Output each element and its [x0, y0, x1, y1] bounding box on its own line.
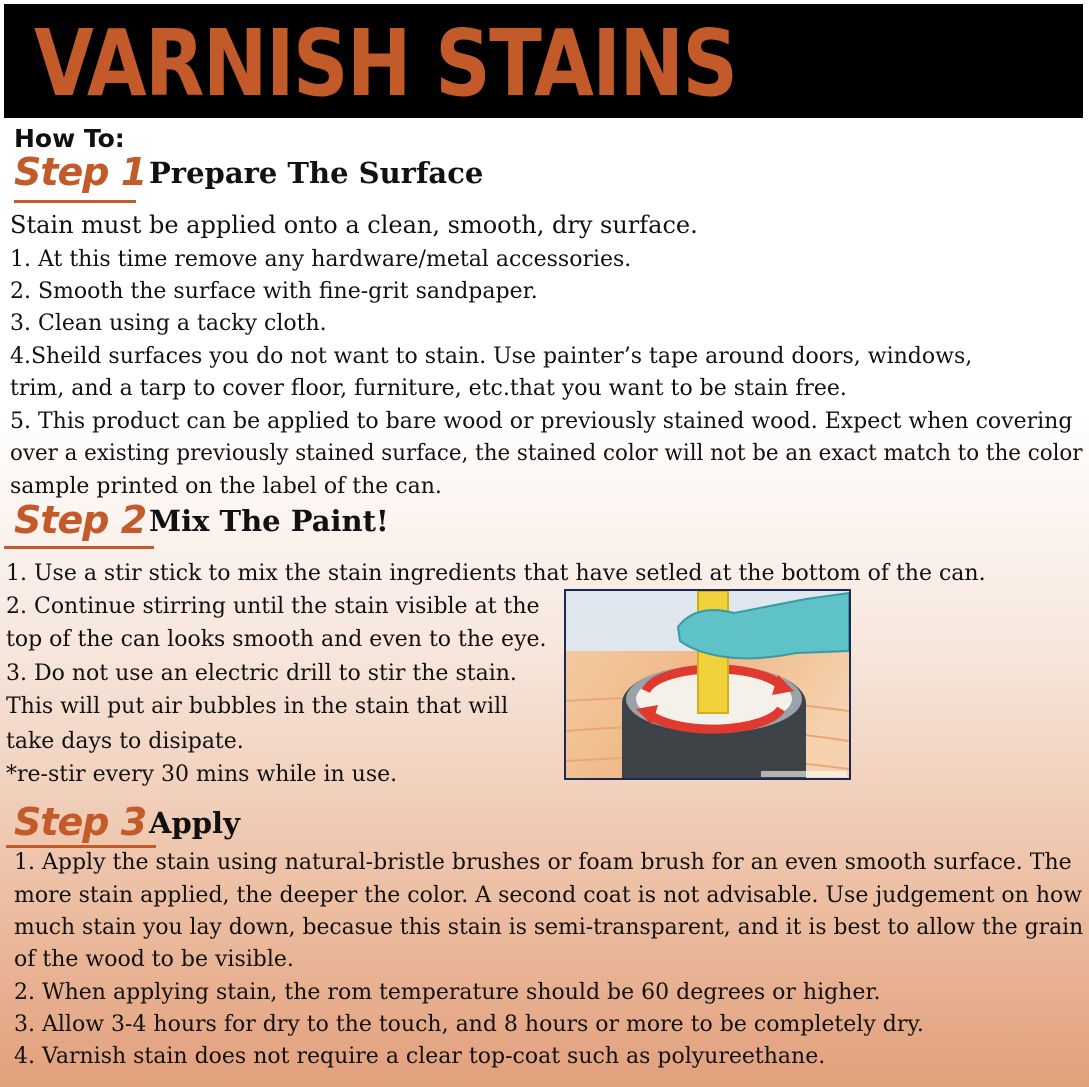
step-3-underline [6, 845, 156, 848]
title-banner [4, 4, 1083, 118]
stirring-illustration [564, 589, 851, 780]
step-3-line: more stain applied, the deeper the color. A second coat is not advisable. Use judgement on how [14, 883, 1083, 908]
step-1-line: 4.Sheild surfaces you do not want to stain. Use painter’s tape around doors, windows, [10, 344, 973, 369]
step-1-line: 1. At this time remove any hardware/metal accessories. [10, 247, 632, 272]
step-1-underline [14, 200, 136, 203]
step-2-line: *re-stir every 30 mins while in use. [6, 762, 398, 787]
step-2-line: 3. Do not use an electric drill to stir the stain. [6, 661, 517, 686]
step-1-intro: Stain must be applied onto a clean, smooth, dry surface. [10, 211, 698, 239]
step-3-line: 1. Apply the stain using natural-bristle brushes or foam brush for an even smooth surface. The [14, 850, 1072, 875]
step-1-line: 2. Smooth the surface with fine-grit sandpaper. [10, 279, 538, 304]
step-2-underline [4, 546, 154, 549]
step-2-line: 2. Continue stirring until the stain visible at the [6, 594, 540, 619]
step-1-line: trim, and a tarp to cover floor, furniture, etc.that you want to be stain free. [10, 376, 847, 401]
step-3-line: 3. Allow 3-4 hours for dry to the touch, and 8 hours or more to be completely dry. [14, 1012, 924, 1037]
step-1-title: Prepare The Surface [149, 156, 484, 190]
stir-can-illustration [566, 591, 849, 778]
step-3-line: much stain you lay down, becasue this stain is semi-transparent, and it is best to allow the grain [14, 915, 1084, 940]
step-3-line: of the wood to be visible. [14, 947, 294, 972]
step-2-line: top of the can looks smooth and even to the eye. [6, 627, 547, 652]
step-1-line: 5. This product can be applied to bare wood or previously stained wood. Expect when covering [10, 409, 1073, 434]
step-1-label: Step 1 [14, 150, 147, 194]
step-2-line: take days to disipate. [6, 729, 244, 754]
step-3-title: Apply [149, 806, 240, 840]
step-3-line: 4. Varnish stain does not require a clear top-coat such as polyureethane. [14, 1044, 826, 1069]
step-1-line: 3. Clean using a tacky cloth. [10, 311, 327, 336]
how-to-heading: How To: [14, 124, 125, 153]
step-2-line: 1. Use a stir stick to mix the stain ingredients that have setled at the bottom of the can. [6, 561, 986, 586]
step-3-line: 2. When applying stain, the rom temperature should be 60 degrees or higher. [14, 980, 881, 1005]
page-title: VARNISH STAINS [34, 10, 737, 117]
step-1-line: sample printed on the label of the can. [10, 474, 442, 499]
step-2-label: Step 2 [14, 498, 147, 542]
step-2-line: This will put air bubbles in the stain that will [6, 694, 509, 719]
step-2-title: Mix The Paint! [149, 504, 389, 538]
step-3-label: Step 3 [14, 800, 147, 844]
step-1-line: over a existing previously stained surface, the stained color will not be an exact match to the color [10, 441, 1083, 466]
